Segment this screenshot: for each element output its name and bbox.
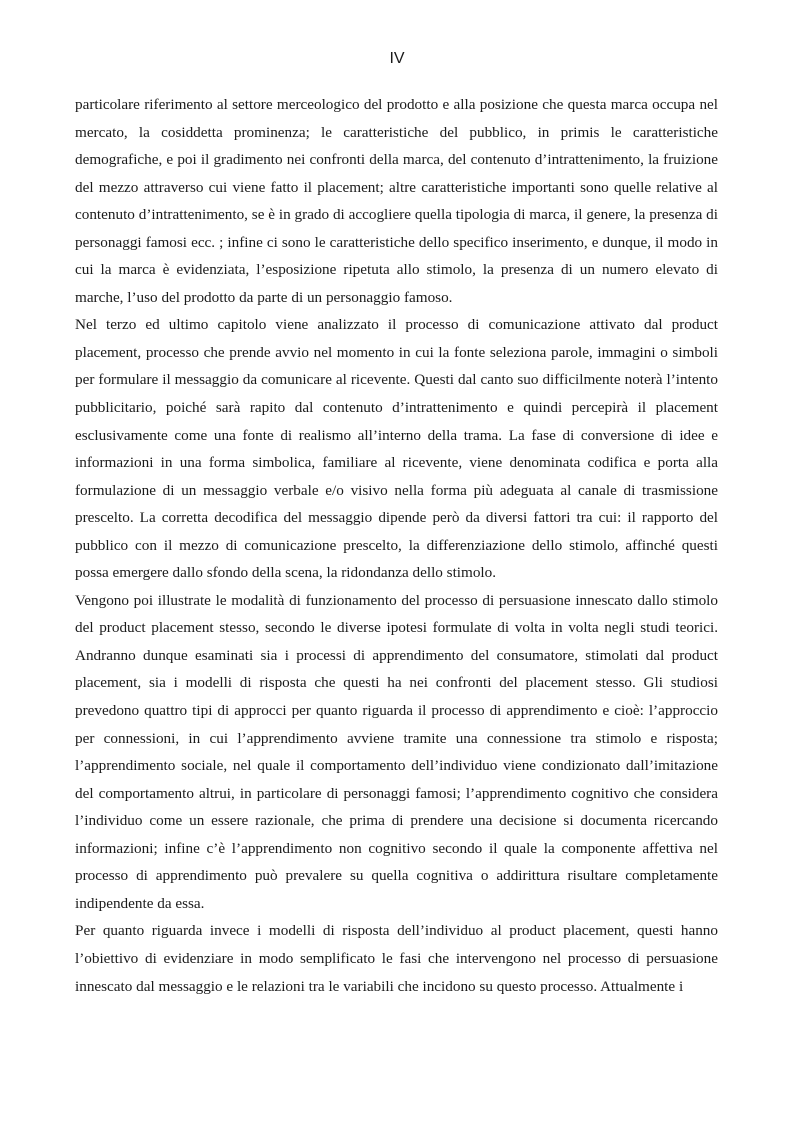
page-number: IV xyxy=(389,50,405,67)
body-text xyxy=(75,91,718,1000)
paragraph: particolare riferimento al settore merceologico del prodotto e alla posizione che questa marca occupa nel mercato, la cosiddetta prominenza; le caratteristiche del pubblico, in primis le caratteristiche demografiche, e poi il gradimento nei confronti della marca, del contenuto d’intrattenimento, la fruizione del mezzo attraverso cui viene fatto il placement; altre caratteristiche importanti sono quelle relative al contenuto d’intrattenimento, se è in grado di accogliere quella tipologia di marca, il genere, la presenza di personaggi famosi ecc. ; infine ci sono le caratteristiche dello specifico inserimento, e dunque, il modo in cui la marca è evidenziata, l’esposizione ripetuta allo stimolo, la presenza di un numero elevato di marche, l’uso del prodotto da parte di un personaggio famoso. xyxy=(75,96,718,306)
paragraph: Nel terzo ed ultimo capitolo viene analizzato il processo di comunicazione attivato dal product placement, processo che prende avvio nel momento in cui la fonte seleziona parole, immagini o simboli per formulare il messaggio da comunicare al ricevente. Questi dal canto suo difficilmente noterà l’intento pubblicitario, poiché sarà rapito dal contenuto d’intrattenimento e quindi percepirà il placement esclusivamente come una fonte di realismo all’interno della trama. La fase di conversione di idee e informazioni in una forma simbolica, familiare al ricevente, viene denominata codifica e porta alla formulazione di un messaggio verbale e/o visivo nella forma più adeguata al canale di trasmissione prescelto. La corretta decodifica del messaggio dipende però da diversi fattori tra cui: il rapporto del pubblico con il mezzo di comunicazione prescelto, la differenziazione dello stimolo, affinché questi possa emergere dallo sfondo della scena, la ridondanza dello stimolo. xyxy=(75,316,718,582)
paragraph: Vengono poi illustrate le modalità di funzionamento del processo di persuasione innescato dallo stimolo del product placement stesso, secondo le diverse ipotesi formulate di volta in volta negli studi teorici. Andranno dunque esaminati sia i processi di apprendimento del consumatore, stimolati dal product placement, sia i modelli di risposta che questi ha nei confronti del placement stesso. Gli studiosi prevedono quattro tipi di approcci per quanto riguarda il processo di apprendimento e cioè: l’approccio per connessioni, in cui l’apprendimento avviene tramite una connessione tra stimolo e risposta; l’apprendimento sociale, nel quale il comportamento dell’individuo viene condizionato dall’imitazione del comportamento altrui, in particolare di personaggi famosi; l’apprendimento cognitivo che considera l’individuo come un essere razionale, che prima di prendere una decisione si documenta ricercando informazioni; infine c’è l’apprendimento non cognitivo secondo il quale la componente affettiva nel processo di apprendimento può prevalere su quella cognitiva o addirittura risultare completamente indipendente da essa. xyxy=(75,591,718,912)
paragraph: Per quanto riguarda invece i modelli di risposta dell’individuo al product placement, questi hanno l’obiettivo di evidenziare in modo semplificato le fasi che intervengono nel processo di persuasione innescato dal messaggio e le relazioni tra le variabili che incidono su questo processo. Attualmente i xyxy=(75,922,718,995)
